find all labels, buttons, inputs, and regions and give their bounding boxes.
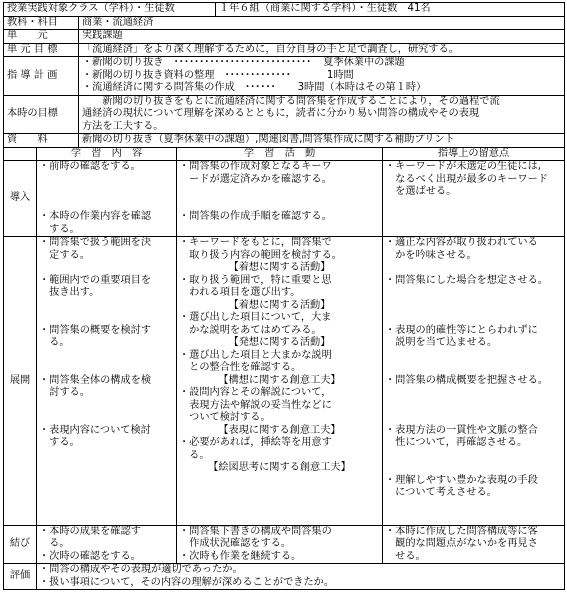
closing-content: ・本時の成果を確認す る。 ・次時の確認をする。 bbox=[37, 525, 177, 564]
develop-activity: ・キーワードをもとに，問答集で 取り扱う内容の範囲を検討する。 【着想に関する活動】 ・取り扱う範囲で，特に重要と思 われる項目を選び出す。 【着想に関する活動】 ・選び出した項目について，大ま かな説明をあてはめてみる。 【発想に関する活動】 ・選び出した項目と大まかな説明 との整合性を確認する。 【構想に関する創意工夫】 ・設問内容とその解説について， 表現方法や解説の妥当性などに ついて検討する。 【表現に関する創意工夫】 ・必要があれば，挿絵等を用意す る。 【絵図思考に関する創意工夫】 bbox=[177, 237, 383, 526]
activity-column-header: 学 習 活 動 bbox=[177, 147, 383, 161]
activity-tag: 【絵図思考に関する創意工夫】 bbox=[208, 462, 351, 473]
intro-activity: ・問答集の作成対象となるキーワ ードが選定済みかを確認する。 ・問答集の作成手順を確認する。 bbox=[177, 161, 383, 237]
content-column-header: 学 習 内 容 bbox=[37, 147, 177, 161]
intro-content: ・前時の確認をする。 ・本時の作業内容を確認 する。 bbox=[37, 161, 177, 237]
develop-notes: ・適正な内容が取り扱われている かを吟味させる。 ・問答集にした場合を想定させる。 ・表現の的確性等にとらわれずに 説明を当て込ませる。 ・問答集の構成概要を把握させる。 ・表現方法の一貫性や文脈の整合 性について，再確認させる。 ・理解しやすい豊かな表現の手段 について考えさせる。 bbox=[383, 237, 565, 526]
activity-tag: 【着想に関する活動】 bbox=[228, 262, 331, 273]
plan-item: ・流通経済に関する問答集の作成 ･･････ 3時間（本時はその第１時） bbox=[82, 82, 427, 93]
class-value: １年６組（商業に関する学科）・生徒数 41名 bbox=[216, 3, 565, 17]
unit-row bbox=[4, 30, 565, 44]
subject-value: 商業・流通経済 bbox=[79, 16, 565, 30]
plan-label: 指 導 計 画 bbox=[4, 57, 79, 96]
class-row bbox=[4, 3, 565, 17]
develop-section bbox=[4, 237, 565, 526]
unit-label: 単 元 bbox=[4, 30, 79, 44]
evaluation-section bbox=[4, 564, 565, 590]
activity-tag: 【構想に関する創意工夫】 bbox=[218, 374, 341, 386]
header-table bbox=[3, 2, 565, 148]
phase-column-header bbox=[4, 147, 37, 161]
develop-phase-label: 展開 bbox=[4, 237, 37, 526]
plan-row bbox=[4, 57, 565, 96]
develop-content: ・問答集で扱う範囲を決 定する。 ・範囲内での重要項目を 抜き出す。 ・問答集の概要を検討す る。 ・問答集全体の構成を検 討する。 ・表現内容について検討 する。 bbox=[37, 237, 177, 526]
materials-row bbox=[4, 134, 565, 148]
evaluation-phase-label: 評価 bbox=[4, 564, 37, 590]
unit-value: 実践課題 bbox=[79, 30, 565, 44]
intro-phase-label: 導入 bbox=[4, 161, 37, 237]
goal-label: 本時の目標 bbox=[4, 95, 79, 134]
closing-activity: ・問答集下書きの構成や問答集の 作成状況確認をする。 ・次時も作業を継続する。 bbox=[177, 525, 383, 564]
notes-column-header: 指導上の留意点 bbox=[383, 147, 565, 161]
lesson-plan-document bbox=[3, 2, 564, 590]
closing-section bbox=[4, 525, 565, 564]
column-header-row bbox=[4, 147, 565, 161]
class-label: 授業実践対象クラス（学科）・生徒数 bbox=[4, 3, 216, 17]
goal-value: 新聞の切り抜きをもとに流通経済に関する問答集を作成することにより，その過程で流 通経済の現状について理解を深めるとともに，読者に分かり易い問答の構成やその表現 方法を工夫する。 bbox=[79, 95, 565, 134]
goal-row bbox=[4, 95, 565, 134]
subject-row bbox=[4, 16, 565, 30]
activity-tag: 【発想に関する活動】 bbox=[228, 337, 331, 348]
plan-item: ・新聞の切り抜き資料の整理 ･････････････ 1時間 bbox=[82, 69, 354, 81]
intro-notes: ・キーワードが未選定の生徒には, なるべく出現が最多のキーワード を選ばせる。 bbox=[383, 161, 565, 237]
closing-notes: ・本時に作成した問答構成等に客 観的な問題点がないかを再見さ せる。 bbox=[383, 525, 565, 564]
evaluation-content: ・問答の構成やその表現が適切であったか。 ・扱い事項について，その内容の理解が深めることができたか。 bbox=[37, 564, 565, 590]
plan-item: ・新聞の切り抜き ･･･････････････････････････ 夏季休業中の課題 bbox=[82, 57, 405, 68]
unit-goal-row bbox=[4, 43, 565, 57]
activity-tag: 【着想に関する活動】 bbox=[228, 299, 331, 311]
unit-goal-label: 単 元 目 標 bbox=[4, 43, 79, 57]
intro-section bbox=[4, 161, 565, 237]
subject-label: 教科・科目 bbox=[4, 16, 79, 30]
closing-phase-label: 結び bbox=[4, 525, 37, 564]
materials-label: 資 料 bbox=[4, 134, 79, 148]
plan-value bbox=[79, 57, 565, 96]
unit-goal-value: 「流通経済」をより深く理解するために，自分自身の手と足で調査し，研究する。 bbox=[79, 43, 565, 57]
learning-table bbox=[3, 147, 565, 591]
activity-tag: 【表現に関する創意工夫】 bbox=[218, 424, 341, 436]
materials-value: 新聞の切り抜き（夏季休業中の課題）,関連図書,問答集作成に関する補助プリント bbox=[79, 134, 565, 148]
